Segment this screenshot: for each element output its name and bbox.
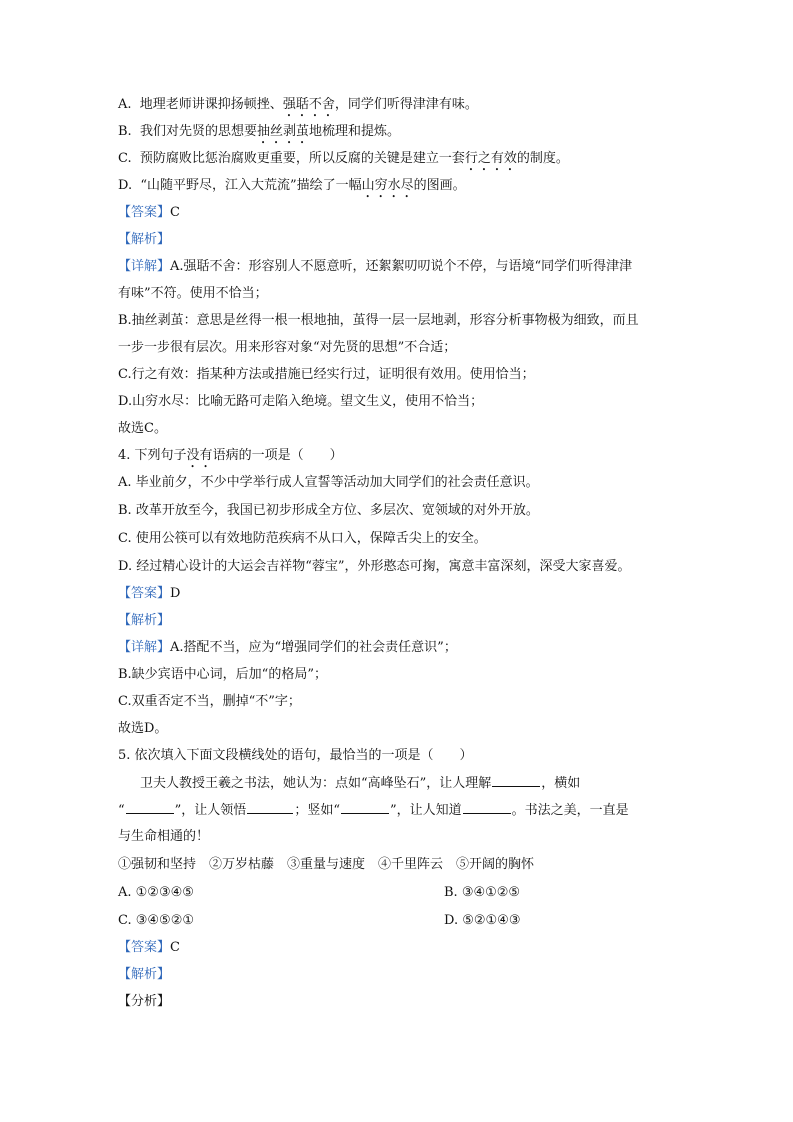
q3-detail-a-line2: [118, 284, 268, 304]
q4-detail-a: [118, 638, 457, 658]
detail-text: D.山穷水尽：比喻无路可走陷入绝境。望文生义，使用不恰当；: [118, 394, 484, 409]
q4-analysis: [118, 611, 170, 631]
fill-blank: [247, 800, 293, 814]
option-text: 的制度。: [516, 151, 569, 166]
passage-text: ”，让人知道: [389, 803, 462, 818]
q3-detail-c: [118, 365, 535, 385]
answer-value: C: [170, 205, 180, 220]
option-text: B. 改革开放至今，我国已初步形成全方位、多层次、宽领域的对外开放。: [118, 503, 539, 518]
question-text: 语病的一项是（ ）: [212, 448, 343, 463]
q3-option-d: [118, 176, 466, 196]
q3-option-a: [118, 95, 478, 115]
detail-tag: 【详解】: [118, 640, 171, 655]
analysis-tag: 【解析】: [118, 232, 171, 247]
q5-paragraph-line1: [140, 773, 580, 793]
q3-detail-d: [118, 392, 483, 412]
option-text: A. ①②③④⑤: [118, 885, 194, 900]
q5-option-a: [118, 883, 194, 903]
option-text: 预防腐败比惩治腐败更重要，所以反腐的关键是建立一套: [139, 151, 465, 166]
q5-answer: [118, 938, 180, 958]
fill-blank: [492, 773, 540, 787]
fill-blank: [341, 800, 389, 814]
option-text: 我们对先贤的思想要: [139, 124, 257, 139]
detail-text: A.搭配不当，应为“增强同学们的社会责任意识”；: [170, 640, 457, 655]
option-text: 的图画。: [413, 178, 466, 193]
passage-text: 与生命相通的！: [118, 829, 210, 844]
q4-detail-b: [118, 665, 327, 685]
conclusion-text: 故选D。: [118, 721, 168, 736]
option-prefix: C.: [118, 151, 132, 166]
answer-tag: 【答案】: [118, 586, 171, 601]
option-text: 地理老师讲课抑扬顿挫、: [139, 97, 283, 112]
q3-analysis: [118, 230, 170, 250]
q3-conclusion: [118, 419, 167, 439]
q4-answer: [118, 584, 180, 604]
q5-analysis: [118, 965, 170, 985]
option-text: “山随平野尽，江入大荒流”描绘了一幅: [140, 178, 362, 193]
q3-option-b: [118, 122, 400, 142]
q3-detail-b-line2: [118, 338, 456, 358]
detail-text: 一步一步很有层次。用来形容对象“对先贤的思想”不合适；: [118, 340, 457, 355]
q3-answer: [118, 203, 180, 223]
option-prefix: A.: [118, 97, 132, 112]
q4-stem: [118, 446, 343, 466]
detail-tag: 【详解】: [118, 259, 171, 274]
emphasized-idiom: 行之有效: [464, 151, 517, 166]
passage-text: ，横如: [541, 776, 581, 791]
question-text: 5. 依次填入下面文段横线处的语句，最恰当的一项是（ ）: [118, 748, 473, 763]
analysis-tag: 【解析】: [118, 613, 171, 628]
passage-text: ；竖如“: [294, 803, 340, 818]
choice-list: ①强韧和坚持 ②万岁枯藤 ③重量与速度 ④千里阵云 ⑤开阔的胸怀: [118, 857, 535, 872]
passage-text: ”，让人领悟: [174, 803, 247, 818]
q4-option-d: [118, 557, 631, 577]
passage-text: 。书法之美，一直是: [511, 803, 629, 818]
q4-conclusion: [118, 719, 167, 739]
q4-option-b: [118, 501, 539, 521]
detail-text: A.强聒不舍：形容别人不愿意听，还絮絮叨叨说个不停，与语境“同学们听得津津: [170, 259, 633, 274]
fill-blank: [463, 800, 511, 814]
detail-text: B.缺少宾语中心词，后加“的格局”；: [118, 667, 327, 682]
q4-detail-c: [118, 692, 301, 712]
option-text: D. ⑤②①④③: [444, 913, 521, 928]
passage-text: “: [118, 803, 125, 818]
detail-text: C.行之有效：指某种方法或措施已经实行过，证明很有效用。使用恰当；: [118, 367, 535, 382]
option-text: A. 毕业前夕，不少中学举行成人宣誓等活动加大同学们的社会责任意识。: [118, 475, 539, 490]
fill-blank: [126, 800, 174, 814]
emphasized-idiom: 强聒不舍: [282, 97, 335, 112]
answer-value: D: [170, 586, 181, 601]
question-text: 4. 下列句子: [118, 448, 187, 463]
option-prefix: B.: [118, 124, 132, 139]
q5-paragraph-line2: [118, 800, 629, 820]
q4-option-c: [118, 529, 487, 549]
answer-value: C: [170, 940, 180, 955]
q5-option-c: [118, 911, 194, 931]
emphasized-idiom: 抽丝剥茧: [256, 124, 309, 139]
detail-text: B.抽丝剥茧：意思是丝得一根一根地抽，茧得一层一层地剥，形容分析事物极为细致，而且: [118, 313, 639, 328]
option-text: D. 经过精心设计的大运会吉祥物“蓉宝”，外形憨态可掬，寓意丰富深刻，深受大家喜爱。: [118, 559, 631, 574]
q5-option-b: [444, 883, 520, 903]
q5-fenxi: [118, 992, 170, 1012]
option-text: C. 使用公筷可以有效地防范疾病不从口入，保障舌尖上的安全。: [118, 531, 487, 546]
answer-tag: 【答案】: [118, 940, 171, 955]
q3-detail-a-line1: [118, 257, 632, 277]
emphasized-word: 没有: [186, 448, 213, 463]
answer-tag: 【答案】: [118, 205, 171, 220]
q3-detail-b-line1: [118, 311, 639, 331]
option-prefix: D.: [118, 178, 133, 193]
emphasized-idiom: 山穷水尽: [361, 178, 414, 193]
conclusion-text: 故选C。: [118, 421, 167, 436]
q5-paragraph-line3: [118, 827, 209, 847]
q5-option-d: [444, 911, 521, 931]
q5-choices: [118, 855, 534, 875]
option-text: C. ③④⑤②①: [118, 913, 195, 928]
analysis-tag: 【解析】: [118, 967, 171, 982]
q4-option-a: [118, 473, 539, 493]
detail-text: 有味”不符。使用不恰当；: [118, 286, 268, 301]
q5-stem: [118, 746, 473, 766]
passage-text: 卫夫人教授王羲之书法，她认为：点如“高峰坠石”，让人理解: [140, 776, 492, 791]
fenxi-tag: 【分析】: [118, 994, 171, 1009]
option-text: B. ③④①②⑤: [444, 885, 521, 900]
detail-text: C.双重否定不当，删掉“不”字；: [118, 694, 301, 709]
q3-option-c: [118, 149, 569, 169]
option-text: ，同学们听得津津有味。: [334, 97, 478, 112]
option-text: 地梳理和提炼。: [308, 124, 400, 139]
